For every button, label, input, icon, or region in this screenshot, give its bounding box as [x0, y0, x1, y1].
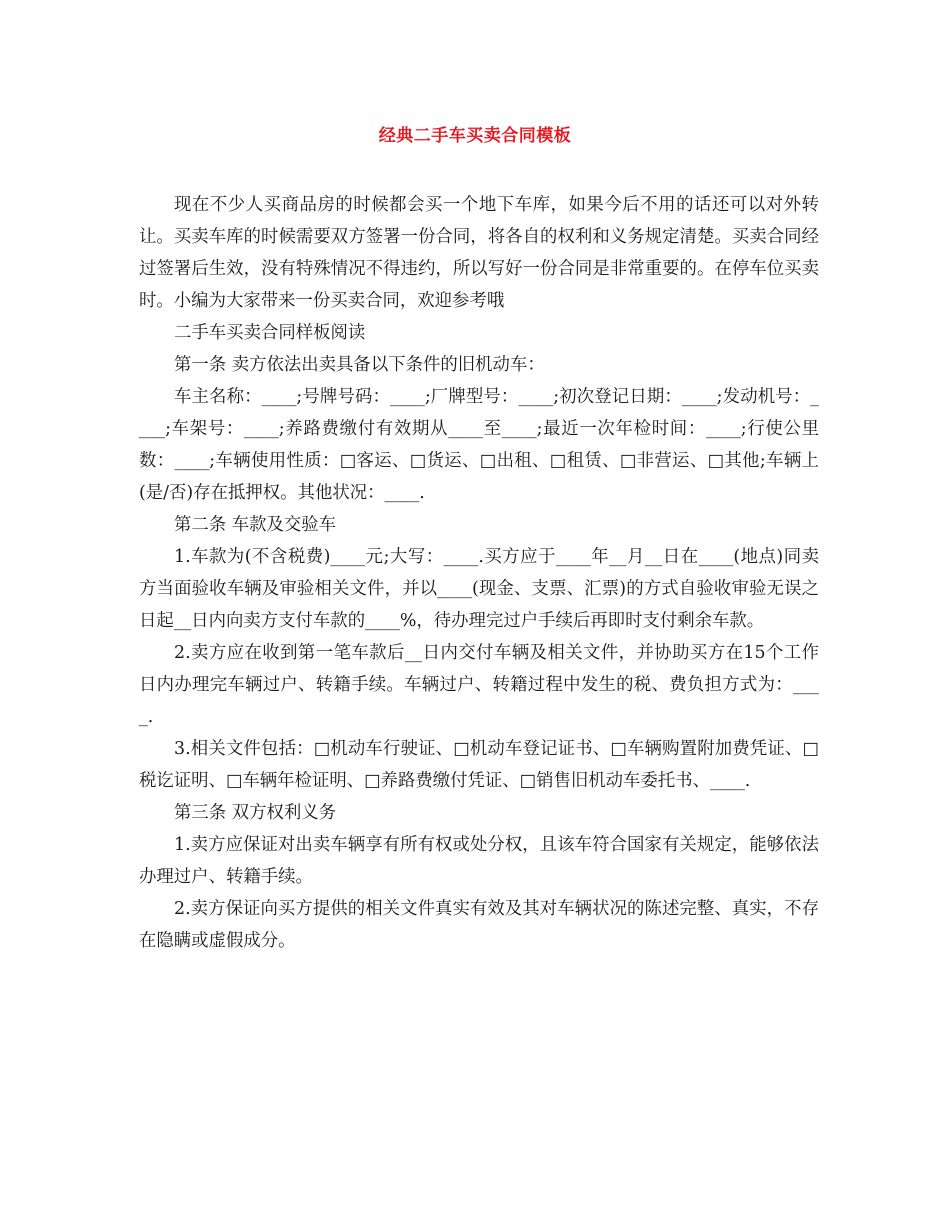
article-1-heading: 第一条 卖方依法出卖具备以下条件的旧机动车： [174, 355, 545, 375]
article-2-clause-2: 2.卖方应在收到第一笔车款后__日内交付车辆及相关文件，并协助买方在15个工作日内办理完车辆过户、转籍手续。车辆过户、转籍过程中发生的税、费负担方式为：____. [139, 643, 819, 727]
article-3-clause-2: 2.卖方保证向买方提供的相关文件真实有效及其对车辆状况的陈述完整、真实，不存在隐瞒或虚假成分。 [139, 899, 819, 951]
document-body [139, 189, 819, 957]
article-3-heading: 第三条 双方权利义务 [174, 803, 337, 823]
intro-paragraph: 现在不少人买商品房的时候都会买一个地下车库，如果今后不用的话还可以对外转让。买卖车库的时候需要双方签署一份合同，将各自的权利和义务规定清楚。买卖合同经过签署后生效，没有特殊情况不得违约，所以写好一份合同是非常重要的。在停车位买卖时。小编为大家带来一份买卖合同，欢迎参考哦 [139, 195, 819, 311]
article-2-clause-1: 1.车款为(不含税费)____元;大写：____.买方应于____年__月__日在____(地点)同卖方当面验收车辆及审验相关文件，并以____(现金、支票、汇票)的方式自验收审验无误之日起__日内向卖方支付车款的____%，待办理完过户手续后再即时支付剩余车款。 [139, 547, 819, 631]
article-3-clause-1: 1.卖方应保证对出卖车辆享有所有权或处分权，且该车符合国家有关规定，能够依法办理过户、转籍手续。 [139, 835, 819, 887]
document-title: 经典二手车买卖合同模板 [378, 126, 572, 146]
article-2-clause-3: 3.相关文件包括：□机动车行驶证、□机动车登记证书、□车辆购置附加费凭证、□税讫证明、□车辆年检证明、□养路费缴付凭证、□销售旧机动车委托书、____. [139, 739, 819, 791]
article-1-vehicle-details: 车主名称：____;号牌号码：____;厂牌型号：____;初次登记日期：____;发动机号：____;车架号：____;养路费缴付有效期从____至____;最近一次年检时间：____;行使公里数：____;车辆使用性质：□客运、□货运、□出租、□租赁、□非营运、□其他;车辆上(是/否)存在抵押权。其他状况：____. [139, 387, 819, 503]
sample-heading: 二手车买卖合同样板阅读 [174, 323, 366, 343]
article-2-heading: 第二条 车款及交验车 [174, 515, 337, 535]
